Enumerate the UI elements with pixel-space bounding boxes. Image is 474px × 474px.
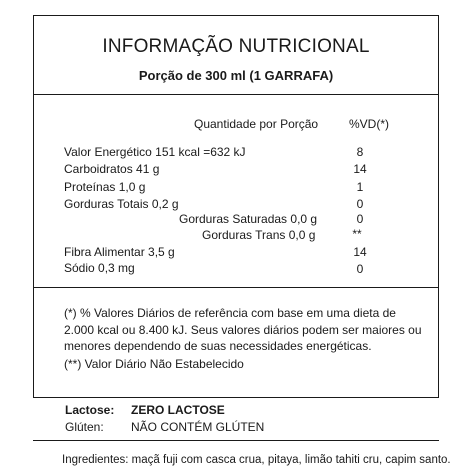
panel-title: INFORMAÇÃO NUTRICIONAL (102, 36, 370, 57)
lactose-row (65, 403, 225, 417)
gluten-row (65, 420, 264, 434)
row-protein-label: Proteínas 1,0 g (64, 180, 146, 194)
row-total-fat-label: Gorduras Totais 0,2 g (64, 197, 179, 211)
row-energy-vd: 8 (356, 145, 364, 159)
lactose-value: ZERO LACTOSE (131, 403, 225, 417)
row-trans-fat-vd: ** (352, 227, 362, 241)
row-sodium-vd: 0 (356, 262, 364, 276)
header-quantity: Quantidade por Porção (194, 117, 319, 131)
row-trans-fat-label: Gorduras Trans 0,0 g (202, 228, 316, 242)
ingredients-text: Ingredientes: maçã fuji com casca crua, pitaya, limão tahiti cru, capim santo. (62, 454, 451, 466)
row-fiber-label: Fibra Alimentar 3,5 g (64, 245, 175, 259)
row-saturated-fat-label: Gorduras Saturadas 0,0 g (179, 212, 318, 226)
footnote-daily-values: (*) % Valores Diários de referência com base em uma dieta de 2.000 kcal ou 8.400 kJ. Seus valores diários podem ser maiores ou menores dependendo de suas necessidades energéticas. (64, 306, 422, 353)
divider-top (34, 94, 438, 95)
divider-ingredients (33, 440, 439, 441)
nutrition-facts-panel (33, 15, 439, 398)
row-total-fat-vd: 0 (356, 197, 364, 211)
lactose-label: Lactose: (65, 403, 115, 417)
row-energy-label: Valor Energético 151 kcal =632 kJ (64, 145, 246, 159)
header-vd: %VD(*) (349, 117, 390, 131)
footnote-not-established: (**) Valor Diário Não Estabelecido (64, 357, 244, 371)
row-protein-vd: 1 (356, 180, 364, 194)
row-carbs-label: Carboidratos 41 g (64, 162, 160, 176)
divider-notes (34, 287, 438, 288)
row-saturated-fat-vd: 0 (356, 212, 364, 226)
gluten-label: Glúten: (65, 420, 104, 434)
row-sodium-label: Sódio 0,3 mg (64, 261, 135, 275)
portion-size: Porção de 300 ml (1 GARRAFA) (138, 68, 334, 83)
gluten-value: NÃO CONTÉM GLÚTEN (131, 420, 265, 434)
row-carbs-vd: 14 (353, 162, 367, 176)
row-fiber-vd: 14 (353, 245, 367, 259)
